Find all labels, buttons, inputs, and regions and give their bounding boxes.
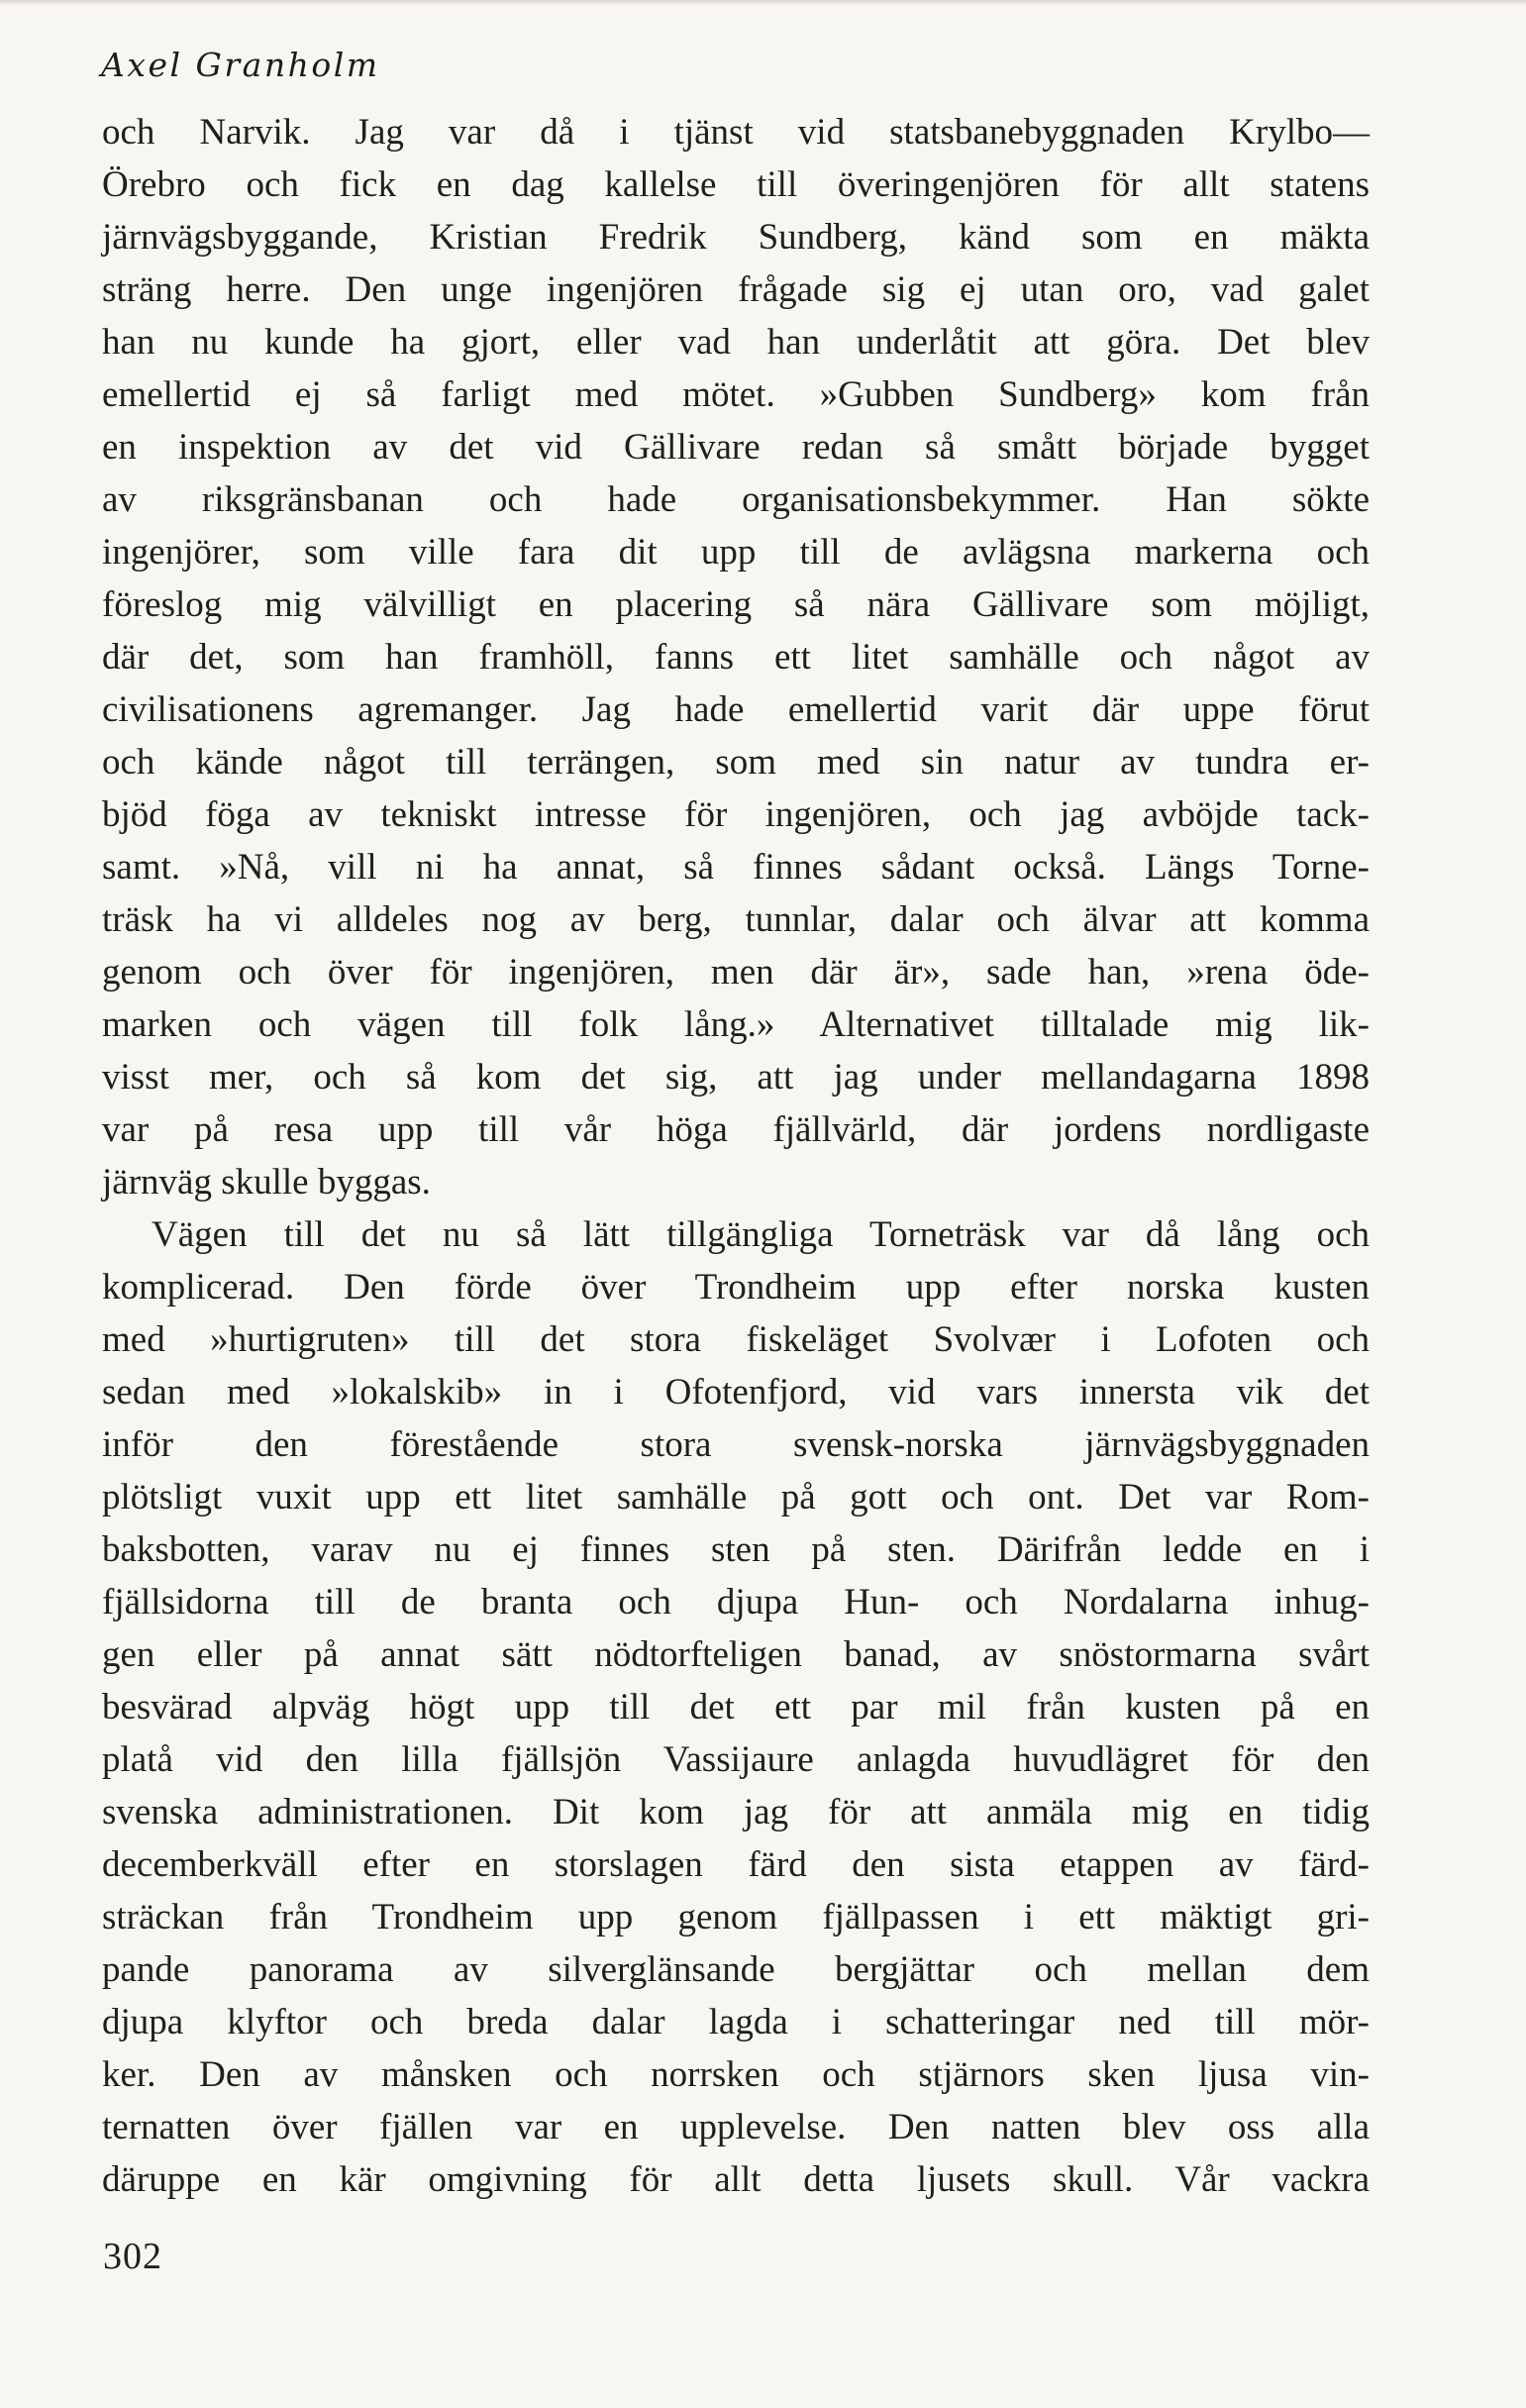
text-line: djupa klyftor och breda dalar lagda i schatteringar ned till mör- — [102, 2002, 1370, 2042]
page-number: 302 — [103, 2236, 162, 2277]
text-line: en inspektion av det vid Gällivare redan så smått började bygget — [102, 427, 1370, 468]
text-line: och kände något till terrängen, som med sin natur av tundra er- — [102, 742, 1370, 783]
text-line: och Narvik. Jag var då i tjänst vid statsbanebyggnaden Krylbo— — [102, 112, 1370, 153]
text-line: gen eller på annat sätt nödtorfteligen banad, av snöstormarna svårt — [102, 1634, 1370, 1675]
text-line: platå vid den lilla fjällsjön Vassijaure anlagda huvudlägret för den — [102, 1739, 1370, 1780]
text-line: han nu kunde ha gjort, eller vad han underlåtit att göra. Det blev — [102, 322, 1370, 363]
text-line: sträckan från Trondheim upp genom fjällpassen i ett mäktigt gri- — [102, 1897, 1370, 1937]
text-line: emellertid ej så farligt med mötet. »Gubben Sundberg» kom från — [102, 374, 1370, 415]
text-line: marken och vägen till folk lång.» Alternativet tilltalade mig lik- — [102, 1004, 1370, 1045]
text-line: baksbotten, varav nu ej finnes sten på sten. Därifrån ledde en i — [102, 1529, 1370, 1570]
text-line: samt. »Nå, vill ni ha annat, så finnes sådant också. Längs Torne- — [102, 847, 1370, 888]
text-line: var på resa upp till vår höga fjällvärld, där jordens nordligaste — [102, 1109, 1370, 1150]
text-line: inför den förestående stora svensk-norska järnvägsbyggnaden — [102, 1424, 1370, 1465]
text-line: besvärad alpväg högt upp till det ett par mil från kusten på en — [102, 1687, 1370, 1727]
text-line: Vägen till det nu så lätt tillgängliga Torneträsk var då lång och — [152, 1214, 1370, 1255]
text-line: komplicerad. Den förde över Trondheim upp efter norska kusten — [102, 1267, 1370, 1308]
text-line: fjällsidorna till de branta och djupa Hun- och Nordalarna inhug- — [102, 1582, 1370, 1623]
running-head-author: Axel Granholm — [101, 46, 380, 84]
text-line: decemberkväll efter en storslagen färd den sista etappen av färd- — [102, 1844, 1370, 1885]
text-line: däruppe en kär omgivning för allt detta ljusets skull. Vår vackra — [102, 2159, 1370, 2200]
text-line: träsk ha vi alldeles nog av berg, tunnlar, dalar och älvar att komma — [102, 899, 1370, 940]
text-line: järnväg skulle byggas. — [102, 1162, 431, 1203]
text-line: visst mer, och så kom det sig, att jag under mellandagarna 1898 — [102, 1057, 1370, 1098]
text-line: svenska administrationen. Dit kom jag för att anmäla mig en tidig — [102, 1792, 1370, 1832]
text-line: bjöd föga av tekniskt intresse för ingenjören, och jag avböjde tack- — [102, 794, 1370, 835]
text-line: ternatten över fjällen var en upplevelse. Den natten blev oss alla — [102, 2107, 1370, 2147]
text-line: ker. Den av månsken och norrsken och stjärnors sken ljusa vin- — [102, 2054, 1370, 2095]
text-line: genom och över för ingenjören, men där är», sade han, »rena öde- — [102, 952, 1370, 993]
text-line: sträng herre. Den unge ingenjören frågade sig ej utan oro, vad galet — [102, 269, 1370, 310]
body-text — [102, 106, 1370, 2206]
text-line: plötsligt vuxit upp ett litet samhälle på gott och ont. Det var Rom- — [102, 1477, 1370, 1518]
text-line: föreslog mig välvilligt en placering så nära Gällivare som möjligt, — [102, 584, 1370, 625]
text-line: civilisationens agremanger. Jag hade emellertid varit där uppe förut — [102, 689, 1370, 730]
text-line: ingenjörer, som ville fara dit upp till de avlägsna markerna och — [102, 532, 1370, 573]
text-line: med »hurtigruten» till det stora fiskeläget Svolvær i Lofoten och — [102, 1319, 1370, 1360]
text-line: Örebro och fick en dag kallelse till överingenjören för allt statens — [102, 164, 1370, 205]
text-line: pande panorama av silverglänsande bergjättar och mellan dem — [102, 1949, 1370, 1990]
text-line: där det, som han framhöll, fanns ett litet samhälle och något av — [102, 637, 1370, 678]
text-line: sedan med »lokalskib» in i Ofotenfjord, vid vars innersta vik det — [102, 1372, 1370, 1413]
text-line: av riksgränsbanan och hade organisationsbekymmer. Han sökte — [102, 479, 1370, 520]
text-line: järnvägsbyggande, Kristian Fredrik Sundberg, känd som en mäkta — [102, 217, 1370, 258]
page-edge — [0, 0, 1526, 6]
